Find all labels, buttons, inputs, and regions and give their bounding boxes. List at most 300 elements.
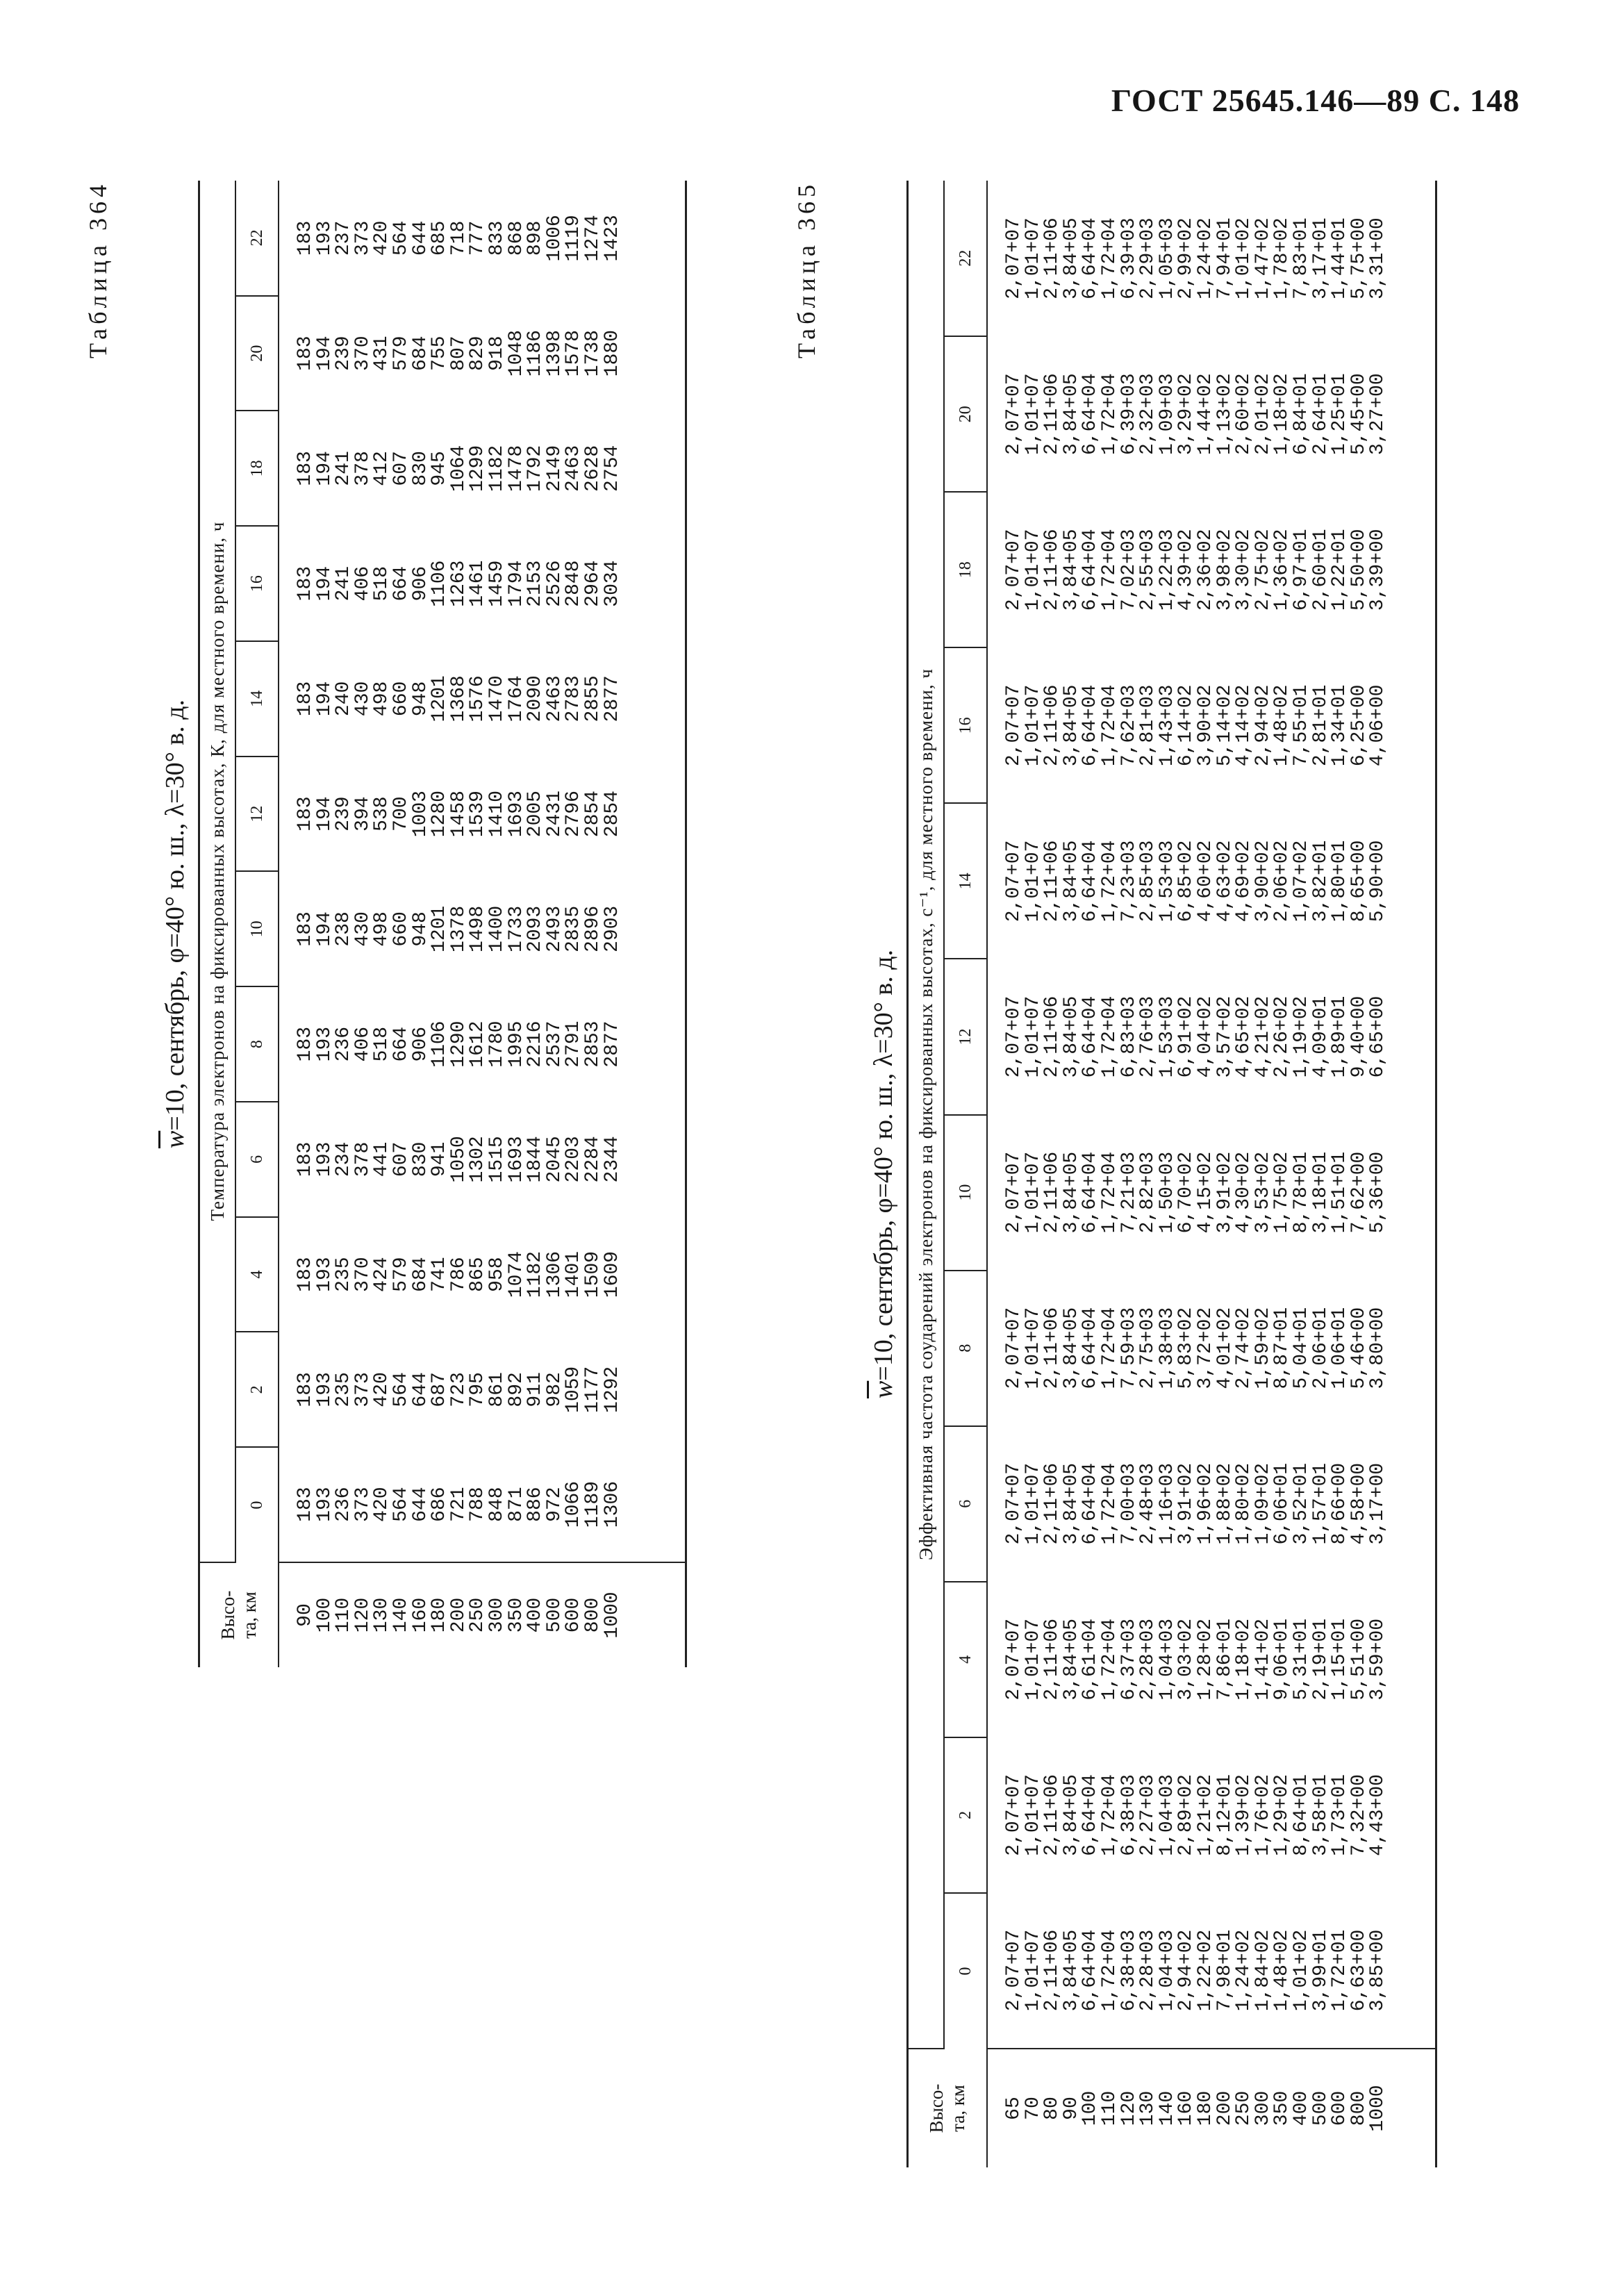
table-cell: 236 (333, 1026, 355, 1062)
table-cell: 1461 (467, 560, 489, 607)
value-column (279, 1447, 686, 1562)
table-cell: 4,21+02 (1252, 995, 1274, 1078)
table-cell: 2,06+01 (1309, 1307, 1332, 1389)
table-cell: 6,64+04 (1079, 1462, 1102, 1545)
table-cell: 1,01+07 (1022, 217, 1044, 299)
table-cell: 664 (390, 565, 412, 602)
table-cell: 1,72+04 (1098, 217, 1120, 299)
table-cell: 1059 (563, 1366, 585, 1413)
value-column (279, 986, 686, 1102)
table-cell: 788 (467, 1487, 489, 1522)
table-cell: 3,27+00 (1367, 373, 1389, 455)
page-header: ГОСТ 25645.146—89 С. 148 (1111, 83, 1520, 118)
table-cell: 2,85+03 (1137, 840, 1159, 923)
table-cell: 579 (390, 336, 412, 371)
table-cell: 6,38+03 (1118, 1774, 1140, 1856)
table-cell: 4,06+00 (1367, 684, 1389, 767)
table-cell: 193 (313, 1257, 335, 1292)
table-cell: 1,43+03 (1156, 684, 1178, 767)
table-cell: 2,07+07 (1003, 217, 1025, 299)
height-value: 160 (409, 1597, 431, 1633)
table-cell: 2,94+02 (1175, 1929, 1198, 2012)
table-cell: 441 (371, 1141, 393, 1177)
table-cell: 1119 (563, 215, 585, 262)
table-cell: 6,64+04 (1079, 1774, 1102, 1856)
table-cell: 2796 (563, 791, 585, 838)
height-value: 600 (563, 1597, 585, 1633)
value-column (987, 647, 1436, 803)
value-column (987, 959, 1436, 1114)
table-cell: 1,04+03 (1156, 1619, 1178, 1701)
table-cell: 6,64+04 (1079, 217, 1102, 299)
table-cell: 1,01+07 (1022, 1307, 1044, 1389)
table-cell: 6,63+00 (1348, 1929, 1370, 2012)
table-cell: 1,21+02 (1194, 1774, 1216, 1856)
table-cell: 718 (447, 220, 470, 256)
table-cell: 9,40+00 (1348, 995, 1370, 1078)
table-cell: 6,70+02 (1175, 1151, 1198, 1234)
table-cell: 183 (295, 336, 316, 371)
table-cell: 1,72+04 (1098, 373, 1120, 455)
table-cell: 1201 (429, 675, 451, 722)
table-cell: 238 (333, 911, 355, 947)
height-column-header: Высо- та, км (908, 2049, 988, 2167)
height-value: 110 (333, 1597, 355, 1633)
table-cell: 958 (486, 1257, 508, 1292)
table-cell: 1,25+01 (1329, 373, 1351, 455)
hour-header: 2 (944, 1737, 987, 1893)
table-cell: 721 (447, 1487, 470, 1522)
height-value: 120 (351, 1597, 374, 1633)
table-cell: 1,07+02 (1290, 840, 1312, 923)
table-cell: 3,84+05 (1060, 1307, 1082, 1389)
table-cell: 1306 (543, 1251, 565, 1298)
table-cell: 193 (313, 220, 335, 256)
table-cell: 1498 (467, 905, 489, 952)
height-column-header: Высо- та, км (199, 1562, 279, 1667)
table-cell: 2,01+02 (1252, 373, 1274, 455)
hour-header: 14 (944, 803, 987, 959)
table-cell: 1,72+04 (1098, 840, 1120, 923)
table-cell: 3,84+05 (1060, 1929, 1082, 2012)
table-cell: 373 (351, 1487, 374, 1522)
hour-header: 10 (235, 872, 279, 987)
table-cell: 1263 (447, 560, 470, 607)
table-cell: 1,72+04 (1098, 684, 1120, 767)
table-cell: 538 (371, 796, 393, 832)
table-cell: 1,22+02 (1194, 1929, 1216, 2012)
table-cell: 6,37+03 (1118, 1619, 1140, 1701)
table-cell: 1,01+02 (1233, 217, 1255, 299)
table-cell: 6,64+04 (1079, 1929, 1102, 2012)
height-value: 800 (1348, 2090, 1370, 2126)
table-cell: 1423 (601, 215, 623, 262)
height-value: 500 (1309, 2090, 1332, 2126)
table-cell: 3034 (601, 560, 623, 607)
table-cell: 2,26+02 (1271, 995, 1293, 1078)
table-cell: 2,99+02 (1175, 217, 1198, 299)
table-cell: 1,72+04 (1098, 1307, 1120, 1389)
table-cell: 1,44+01 (1329, 217, 1351, 299)
table-cell: 2,11+06 (1041, 1462, 1063, 1545)
table-cell: 982 (543, 1372, 565, 1407)
table-cell: 2526 (543, 560, 565, 607)
table-cell: 2,74+02 (1233, 1307, 1255, 1389)
value-column (279, 181, 686, 296)
table-cell: 3,85+00 (1367, 1929, 1389, 2012)
table-cell: 3,84+05 (1060, 840, 1082, 923)
table-cell: 564 (390, 220, 412, 256)
table-cell: 2854 (581, 791, 604, 838)
hour-header: 6 (944, 1426, 987, 1582)
table-cell: 607 (390, 1141, 412, 1177)
table-cell: 2284 (581, 1136, 604, 1183)
table-cell: 2,07+07 (1003, 840, 1025, 923)
hour-header: 2 (235, 1332, 279, 1448)
table-cell: 644 (409, 1487, 431, 1522)
table-cell: 5,75+00 (1348, 217, 1370, 299)
value-column (279, 296, 686, 411)
table-cell: 1398 (543, 330, 565, 377)
table-cell: 1368 (447, 675, 470, 722)
table-cell: 4,39+02 (1175, 529, 1198, 611)
table-cell: 1290 (447, 1020, 470, 1068)
table-cell: 1,28+02 (1194, 1619, 1216, 1701)
table-cell: 1400 (486, 905, 508, 952)
height-value: 80 (1041, 2097, 1063, 2120)
table-cell: 3,31+00 (1367, 217, 1389, 299)
table-cell: 2045 (543, 1136, 565, 1183)
table-cell: 4,01+02 (1213, 1307, 1236, 1389)
table-cell: 1,84+02 (1252, 1929, 1274, 2012)
table-cell: 2,07+07 (1003, 995, 1025, 1078)
table-cell: 7,21+03 (1118, 1151, 1140, 1234)
table-cell: 1,19+02 (1290, 995, 1312, 1078)
table-cell: 3,90+02 (1252, 840, 1274, 923)
hour-header: 12 (235, 757, 279, 872)
table-cell: 2,06+02 (1271, 840, 1293, 923)
height-value: 800 (581, 1597, 604, 1633)
table-cell: 886 (524, 1487, 547, 1522)
table-cell: 6,64+04 (1079, 995, 1102, 1078)
height-value: 300 (486, 1597, 508, 1633)
table-cell: 193 (313, 1487, 335, 1522)
height-value: 110 (1098, 2090, 1120, 2126)
table-cell: 1738 (581, 330, 604, 377)
table-cell: 518 (371, 1026, 393, 1062)
table-cell: 193 (313, 1372, 335, 1407)
table-cell: 2,11+06 (1041, 217, 1063, 299)
table-cell: 1189 (581, 1481, 604, 1528)
table-cell: 1780 (486, 1020, 508, 1068)
table-cell: 1003 (409, 791, 431, 838)
parameter-header: Температура электронов на фиксированных высотах, К, для местного времени, ч (199, 181, 236, 1562)
table-cell: 237 (333, 220, 355, 256)
table-cell: 4,58+00 (1348, 1462, 1370, 1545)
table-cell: 194 (313, 911, 335, 947)
table-cell: 183 (295, 1372, 316, 1407)
hour-header: 4 (944, 1582, 987, 1737)
table-cell: 2877 (601, 675, 623, 722)
table-cell: 1064 (447, 445, 470, 492)
table-cell: 1609 (601, 1251, 623, 1298)
height-value: 70 (1022, 2097, 1044, 2120)
table-cell: 2854 (601, 791, 623, 838)
table-cell: 829 (467, 336, 489, 371)
table-cell: 420 (371, 220, 393, 256)
table-cell: 686 (429, 1487, 451, 1522)
table-cell: 644 (409, 1372, 431, 1407)
table-cell: 6,64+04 (1079, 840, 1102, 923)
table-cell: 865 (467, 1257, 489, 1292)
hour-header: 0 (235, 1447, 279, 1562)
caption-variable: $\overline{w}$ (869, 1380, 898, 1399)
table-cell: 1995 (505, 1020, 527, 1068)
hour-header: 10 (944, 1115, 987, 1271)
table-cell: 4,43+00 (1367, 1774, 1389, 1856)
hour-header: 4 (235, 1217, 279, 1332)
height-value: 600 (1329, 2090, 1351, 2126)
table-cell: 2463 (563, 445, 585, 492)
table-cell: 1,34+01 (1329, 684, 1351, 767)
hour-header: 20 (944, 336, 987, 492)
table-cell: 1182 (524, 1251, 547, 1298)
table-cell: 911 (524, 1372, 547, 1407)
table-cell: 2,11+06 (1041, 840, 1063, 923)
value-column (279, 411, 686, 527)
table-cell: 2149 (543, 445, 565, 492)
table-cell: 6,64+04 (1079, 1151, 1102, 1234)
table-cell: 972 (543, 1487, 565, 1522)
height-value: 140 (390, 1597, 412, 1633)
height-value: 400 (1290, 2090, 1312, 2126)
table-cell: 3,91+02 (1213, 1151, 1236, 1234)
table-cell: 685 (429, 220, 451, 256)
table-cell: 2628 (581, 445, 604, 492)
table-cell: 241 (333, 451, 355, 486)
table-label: Таблица 365 (793, 181, 820, 358)
table-cell: 1,72+04 (1098, 529, 1120, 611)
table-cell: 1050 (447, 1136, 470, 1183)
height-value: 250 (467, 1597, 489, 1633)
table-cell: 424 (371, 1257, 393, 1292)
value-column (987, 1582, 1436, 1737)
table-cell: 1299 (467, 445, 489, 492)
table-cell: 2,75+03 (1137, 1307, 1159, 1389)
table-cell: 2,64+01 (1309, 373, 1332, 455)
table-cell: 906 (409, 565, 431, 602)
table-cell: 1,75+02 (1271, 1151, 1293, 1234)
table-cell: 1,89+01 (1329, 995, 1351, 1078)
table-cell: 2344 (601, 1136, 623, 1183)
height-value: 300 (1252, 2090, 1274, 2126)
table-cell: 420 (371, 1372, 393, 1407)
table-cell: 3,84+05 (1060, 217, 1082, 299)
table-cell: 1,01+07 (1022, 995, 1044, 1078)
table-cell: 1,48+02 (1271, 684, 1293, 767)
table-cell: 7,23+03 (1118, 840, 1140, 923)
hour-header: 0 (944, 1893, 987, 2049)
table-cell: 7,83+01 (1290, 217, 1312, 299)
table-cell: 918 (486, 336, 508, 371)
value-column (987, 1426, 1436, 1582)
table-cell: 660 (390, 911, 412, 947)
table-cell: 373 (351, 1372, 374, 1407)
table-cell: 1,01+07 (1022, 684, 1044, 767)
table-cell: 2,07+07 (1003, 1151, 1025, 1234)
table-cell: 7,62+00 (1348, 1151, 1370, 1234)
table-cell: 1,18+02 (1233, 1619, 1255, 1701)
table-cell: 5,31+01 (1290, 1619, 1312, 1701)
table-cell: 945 (429, 451, 451, 486)
table-cell: 5,50+00 (1348, 529, 1370, 611)
table-cell: 3,84+05 (1060, 1462, 1082, 1545)
table-cell: 1,80+02 (1233, 1462, 1255, 1545)
table-cell: 241 (333, 565, 355, 602)
table-cell: 2754 (601, 445, 623, 492)
table-cell: 3,82+01 (1309, 840, 1332, 923)
table-cell: 3,57+02 (1213, 995, 1236, 1078)
table-cell: 2493 (543, 905, 565, 952)
table-cell: 1,01+07 (1022, 840, 1044, 923)
table-cell: 239 (333, 336, 355, 371)
table-cell: 5,90+00 (1367, 840, 1389, 923)
height-value: 200 (1213, 2090, 1236, 2126)
table-cell: 1182 (486, 445, 508, 492)
table-cell: 3,80+00 (1367, 1307, 1389, 1389)
table-cell: 1,47+02 (1252, 217, 1274, 299)
table-cell: 2,07+07 (1003, 373, 1025, 455)
table-cell: 1,72+04 (1098, 1619, 1120, 1701)
table-cell: 378 (351, 1141, 374, 1177)
data-table (906, 181, 1437, 2167)
height-value: 120 (1118, 2090, 1140, 2126)
table-cell: 1280 (429, 791, 451, 838)
table-cell: 8,87+01 (1271, 1307, 1293, 1389)
table-cell: 5,46+00 (1348, 1307, 1370, 1389)
table-cell: 1,72+04 (1098, 1462, 1120, 1545)
table-cell: 3,30+02 (1233, 529, 1255, 611)
table-cell: 6,38+03 (1118, 1929, 1140, 2012)
table-cell: 8,64+01 (1290, 1774, 1312, 1856)
height-value: 130 (371, 1597, 393, 1633)
table-cell: 5,83+02 (1175, 1307, 1198, 1389)
table-cell: 518 (371, 565, 393, 602)
table-cell: 1,38+03 (1156, 1307, 1178, 1389)
table-cell: 2,07+07 (1003, 1307, 1025, 1389)
table-cell: 1539 (467, 791, 489, 838)
table-cell: 2,11+06 (1041, 995, 1063, 1078)
table-cell: 234 (333, 1141, 355, 1177)
table-cell: 1,36+02 (1271, 529, 1293, 611)
table-cell: 6,85+02 (1175, 840, 1198, 923)
table-cell: 3,03+02 (1175, 1619, 1198, 1701)
table-cell: 2431 (543, 791, 565, 838)
table-cell: 1844 (524, 1136, 547, 1183)
value-column (279, 526, 686, 641)
table-cell: 4,60+02 (1194, 840, 1216, 923)
table-cell: 1,13+02 (1213, 373, 1236, 455)
table-cell: 8,78+01 (1290, 1151, 1312, 1234)
table-cell: 2,29+03 (1137, 217, 1159, 299)
hour-header: 20 (235, 296, 279, 411)
table-cell: 6,64+04 (1079, 684, 1102, 767)
table-cell: 1306 (601, 1481, 623, 1528)
table-cell: 2,28+03 (1137, 1619, 1159, 1701)
table-cell: 3,39+00 (1367, 529, 1389, 611)
table-cell: 3,84+05 (1060, 995, 1082, 1078)
table-cell: 3,17+01 (1309, 217, 1332, 299)
table-cell: 1,01+07 (1022, 373, 1044, 455)
value-column (279, 1217, 686, 1332)
table-cell: 3,84+05 (1060, 684, 1082, 767)
table-cell: 1509 (581, 1251, 604, 1298)
hour-header: 8 (235, 986, 279, 1102)
table-cell: 1478 (505, 445, 527, 492)
table-cell: 723 (447, 1372, 470, 1407)
hour-header: 12 (944, 959, 987, 1114)
table-cell: 1177 (581, 1366, 604, 1413)
table-cell: 194 (313, 451, 335, 486)
table-cell: 7,59+03 (1118, 1307, 1140, 1389)
table-cell: 3,59+00 (1367, 1619, 1389, 1701)
table-cell: 2,11+06 (1041, 684, 1063, 767)
table-cell: 2,75+02 (1252, 529, 1274, 611)
table-cell: 1880 (601, 330, 623, 377)
data-table (198, 181, 687, 1667)
table-cell: 830 (409, 451, 431, 486)
table-cell: 4,09+01 (1309, 995, 1332, 1078)
value-column (987, 1893, 1436, 2049)
table-cell: 7,86+01 (1213, 1619, 1236, 1701)
table-cell: 1,72+01 (1329, 1929, 1351, 2012)
table-cell: 4,69+02 (1233, 840, 1255, 923)
value-column (279, 1332, 686, 1448)
table-cell: 6,64+04 (1079, 1307, 1102, 1389)
table-cell: 2,11+06 (1041, 1619, 1063, 1701)
table-cell: 700 (390, 796, 412, 832)
table-cell: 5,36+00 (1367, 1151, 1389, 1234)
table-cell: 1,29+02 (1271, 1774, 1293, 1856)
table-cell: 194 (313, 565, 335, 602)
table-cell: 1074 (505, 1251, 527, 1298)
table-cell: 5,51+00 (1348, 1619, 1370, 1701)
table-cell: 2090 (524, 675, 547, 722)
table-cell: 3,84+05 (1060, 529, 1082, 611)
table-cell: 777 (467, 220, 489, 256)
table-cell: 1201 (429, 905, 451, 952)
table-cell: 2093 (524, 905, 547, 952)
table-cell: 406 (351, 565, 374, 602)
value-column (987, 336, 1436, 492)
value-column (987, 1115, 1436, 1271)
table-cell: 7,94+01 (1213, 217, 1236, 299)
table-caption (868, 181, 899, 2167)
table-cell: 2791 (563, 1020, 585, 1068)
table-cell: 194 (313, 681, 335, 717)
table-cell: 4,30+02 (1233, 1151, 1255, 1234)
table-cell: 1,24+02 (1233, 1929, 1255, 2012)
height-value: 400 (524, 1597, 547, 1633)
table-cell: 1,44+02 (1194, 373, 1216, 455)
height-values (987, 2049, 1436, 2167)
table-cell: 1792 (524, 445, 547, 492)
table-cell: 1,59+02 (1252, 1307, 1274, 1389)
table-cell: 1,16+03 (1156, 1462, 1178, 1545)
height-value: 65 (1003, 2097, 1025, 2120)
hour-header: 22 (235, 181, 279, 296)
height-value: 130 (1137, 2090, 1159, 2126)
